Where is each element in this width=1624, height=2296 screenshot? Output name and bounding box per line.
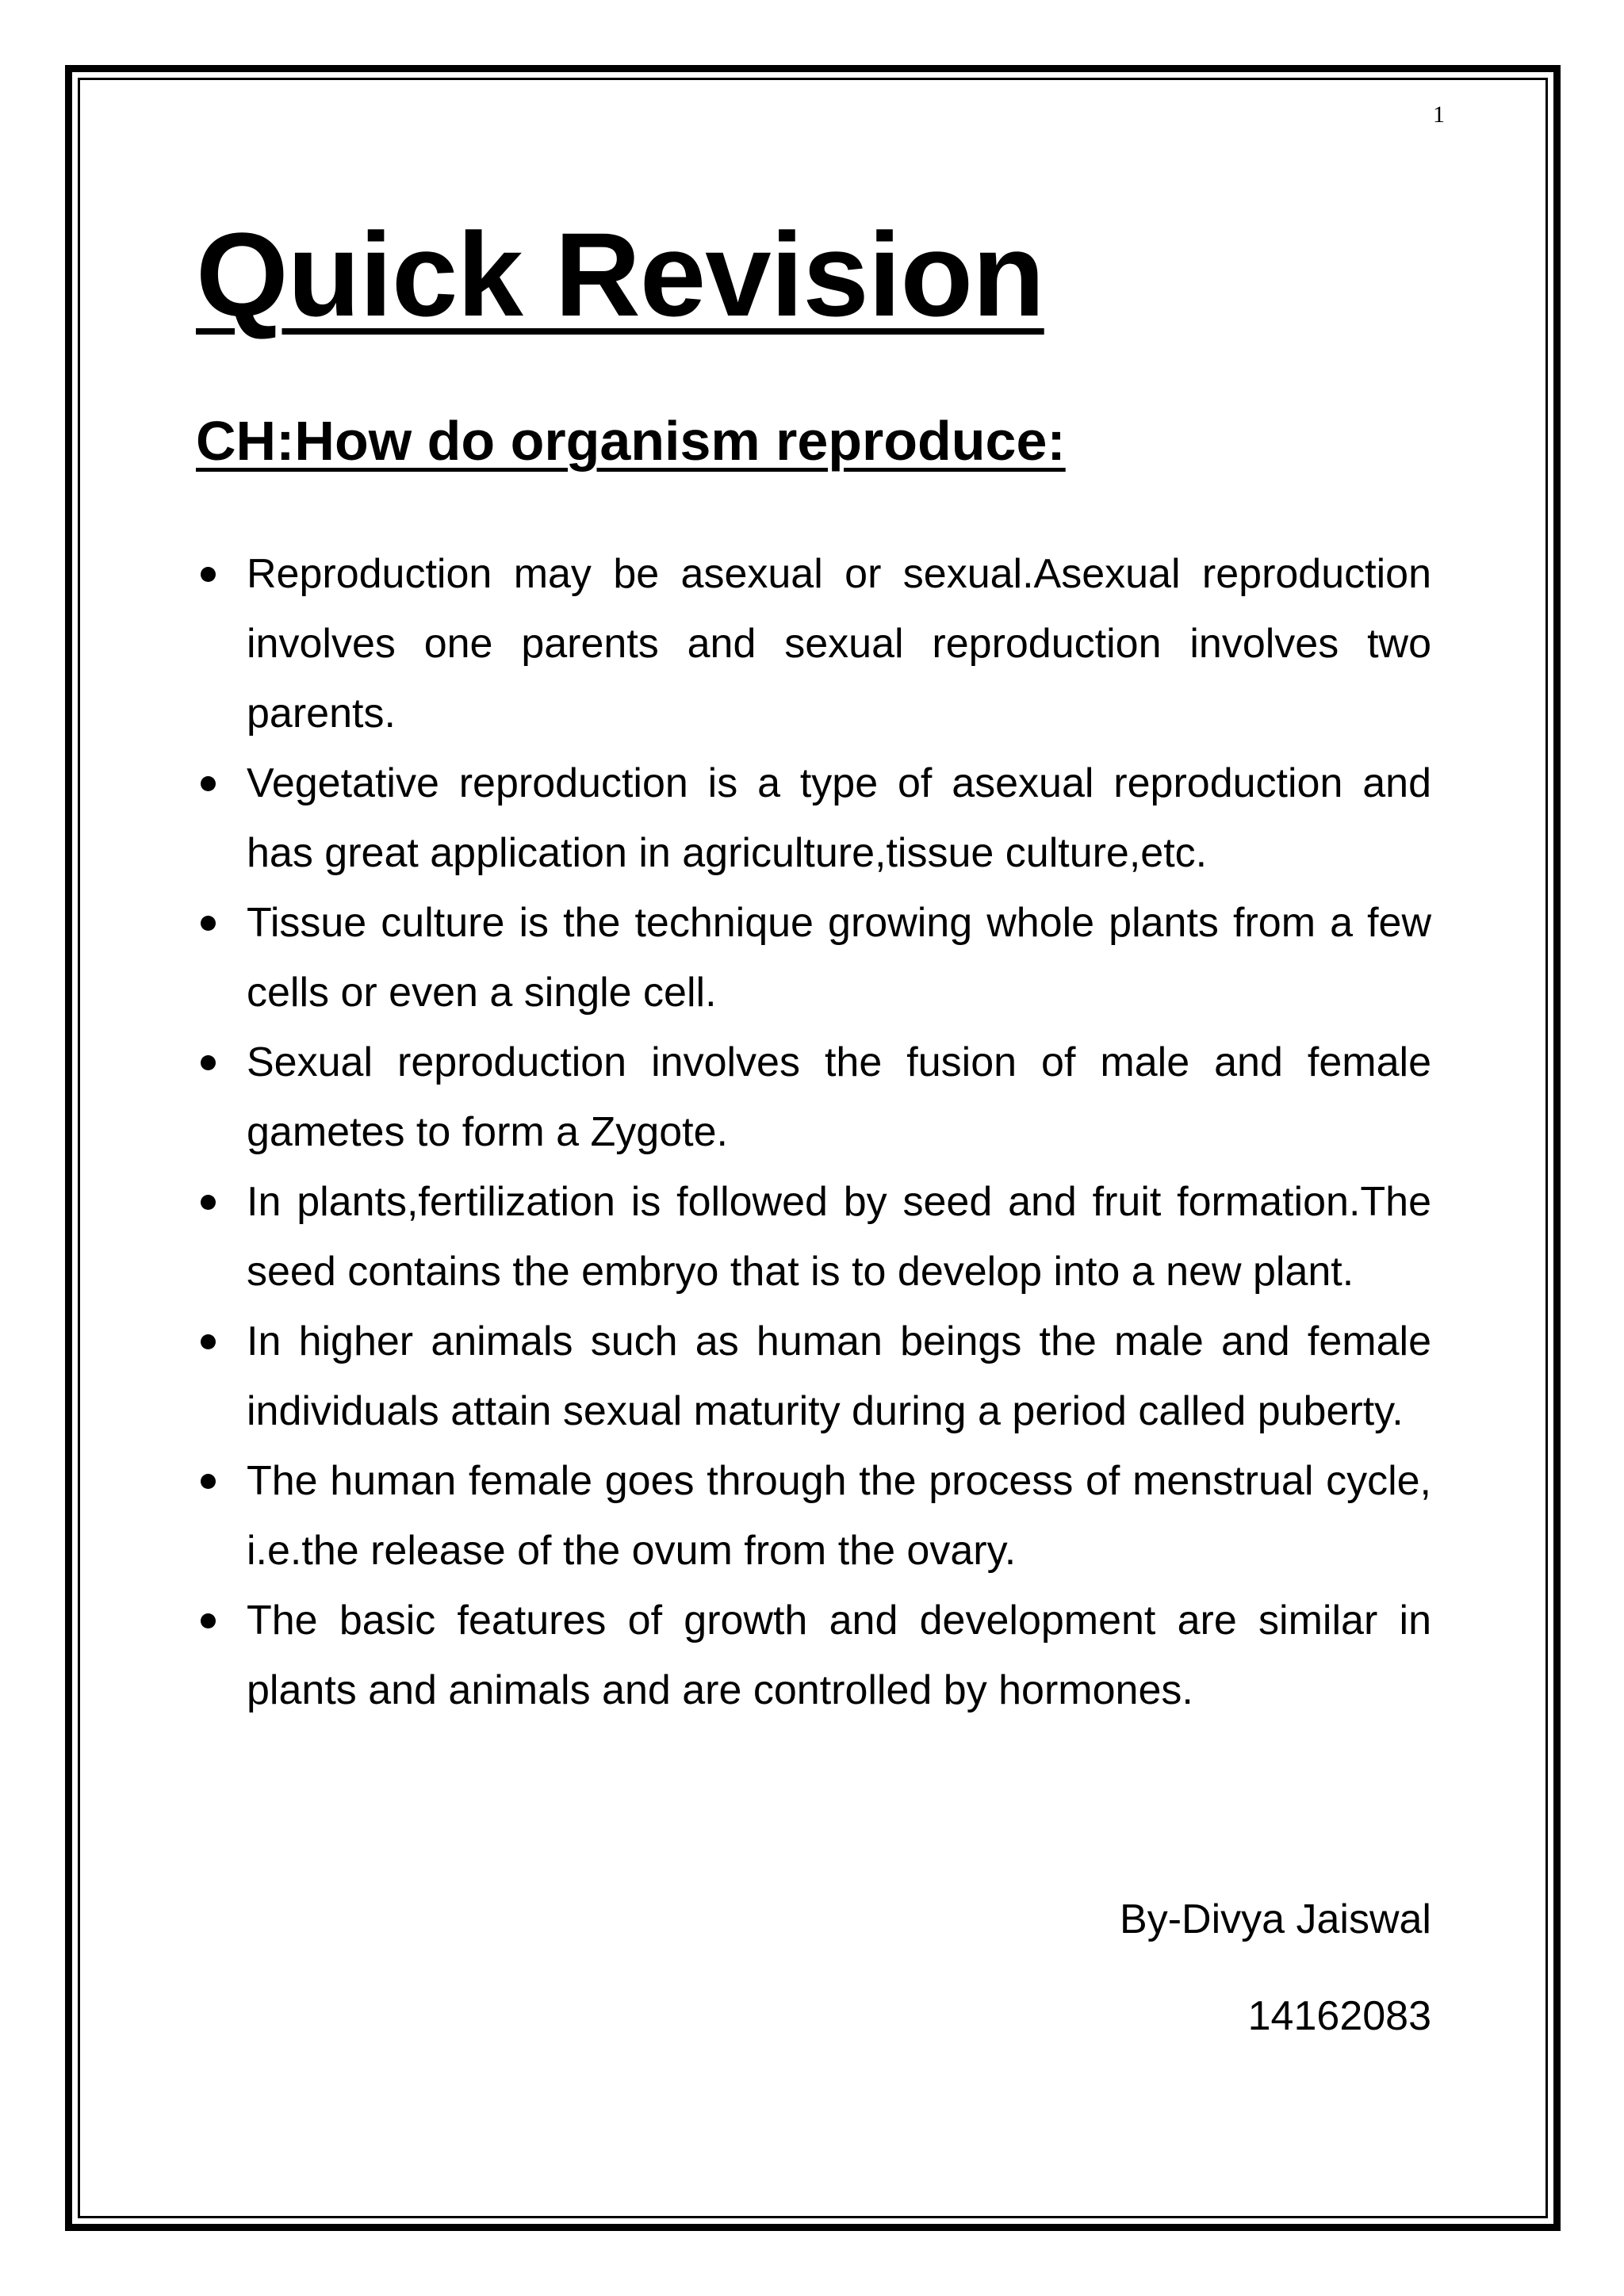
bullet-icon [201, 1613, 216, 1628]
bullet-icon [201, 916, 216, 931]
bullet-text: In plants,fertilization is followed by seed and fruit formation.The seed contains the embryo that is to develop into a new plant. [247, 1179, 1431, 1295]
page-title: Quick Revision [196, 208, 1044, 341]
bullet-icon [201, 1195, 216, 1210]
bullet-text: Sexual reproduction involves the fusion of male and female gametes to form a Zygote. [247, 1039, 1431, 1155]
list-item [196, 888, 1431, 1027]
list-item [196, 1307, 1431, 1446]
list-item [196, 1446, 1431, 1586]
bullet-text: In higher animals such as human beings the male and female individuals attain sexual maturity during a period called puberty. [247, 1318, 1431, 1434]
bullet-icon [201, 567, 216, 582]
list-item [196, 1027, 1431, 1167]
list-item [196, 1167, 1431, 1307]
bullet-text: Tissue culture is the technique growing whole plants from a few cells or even a single cell. [247, 900, 1431, 1016]
bullet-icon [201, 1055, 216, 1070]
list-item [196, 1586, 1431, 1725]
chapter-heading: CH:How do organism reproduce: [196, 410, 1066, 472]
page-number: 1 [1433, 101, 1445, 128]
list-item [196, 539, 1431, 748]
student-id: 14162083 [1247, 1993, 1431, 2039]
bullet-icon [201, 1474, 216, 1489]
bullet-text: Vegetative reproduction is a type of asexual reproduction and has great application in agriculture,tissue culture,etc. [247, 760, 1431, 876]
revision-bullet-list [196, 539, 1431, 1725]
bullet-text: Reproduction may be asexual or sexual.Asexual reproduction involves one parents and sexual reproduction involves two parents. [247, 551, 1431, 737]
bullet-icon [201, 776, 216, 791]
bullet-text: The basic features of growth and development are similar in plants and animals and are controlled by hormones. [247, 1598, 1431, 1713]
list-item [196, 748, 1431, 888]
author-signature: By-Divya Jaiswal [1120, 1896, 1431, 1942]
bullet-text: The human female goes through the process of menstrual cycle, i.e.the release of the ovum from the ovary. [247, 1458, 1431, 1574]
bullet-icon [201, 1334, 216, 1349]
